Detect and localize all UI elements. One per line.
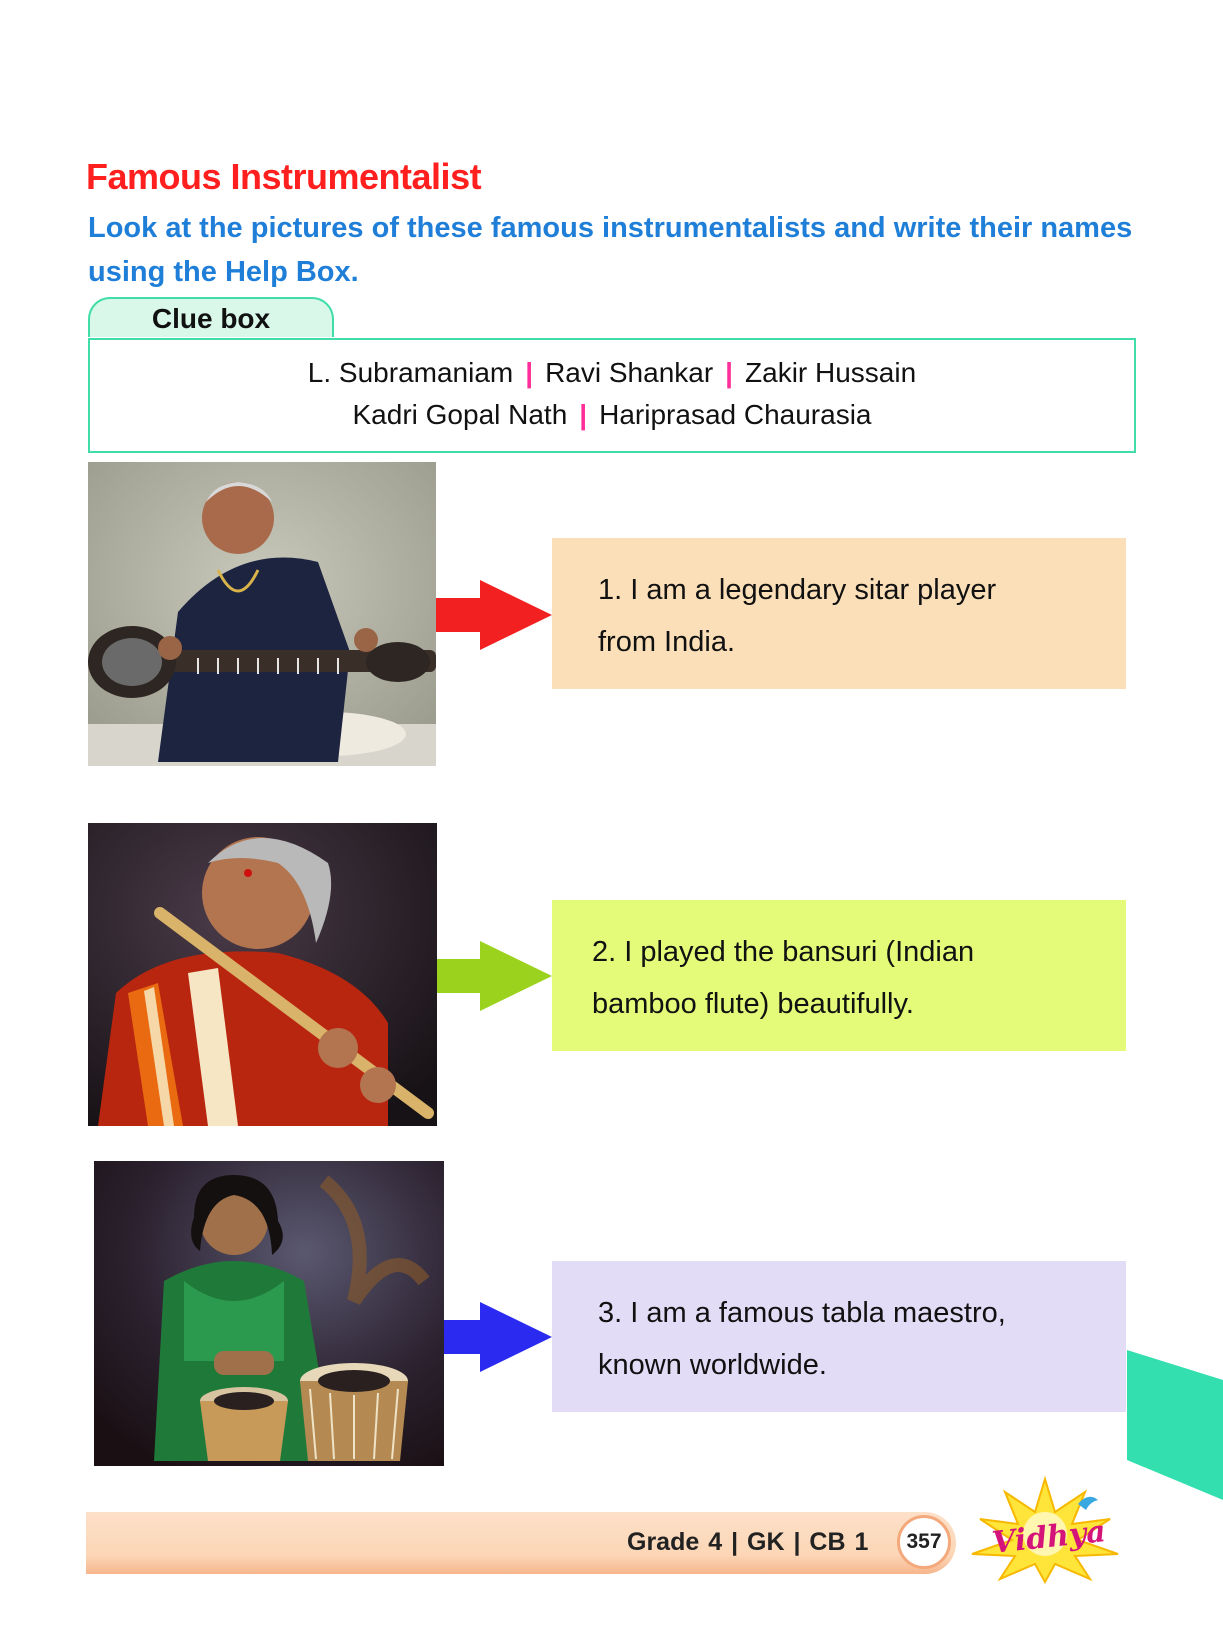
clue-card-2 bbox=[552, 900, 1126, 1051]
clue-name: Hariprasad Chaurasia bbox=[599, 399, 872, 430]
clue-card-line: 1. I am a legendary sitar player bbox=[598, 574, 997, 606]
sitar-player-photo bbox=[88, 462, 436, 766]
arrow-1 bbox=[436, 580, 552, 650]
clue-separator: | bbox=[579, 399, 588, 430]
side-page-tab bbox=[1127, 1350, 1223, 1500]
clue-card-line: 3. I am a famous tabla maestro, bbox=[598, 1297, 1006, 1329]
clue-name: Zakir Hussain bbox=[745, 357, 917, 388]
flute-player-photo bbox=[88, 823, 437, 1126]
footer-subject: GK bbox=[747, 1528, 785, 1556]
clue-box bbox=[88, 338, 1136, 453]
logo-text: Vidhya bbox=[990, 1514, 1108, 1561]
clue-box-label: Clue box bbox=[88, 297, 334, 337]
tabla-player-photo bbox=[94, 1161, 444, 1466]
clue-name: Kadri Gopal Nath bbox=[352, 399, 568, 430]
instruction-text: Look at the pictures of these famous instrumentalists and write their names using the Help Box. bbox=[88, 212, 1133, 288]
page-number: 357 bbox=[897, 1515, 951, 1569]
clue-card-line: from India. bbox=[598, 626, 735, 658]
clue-separator: | bbox=[525, 357, 534, 388]
clue-card-1 bbox=[552, 538, 1126, 689]
arrow-2 bbox=[437, 941, 552, 1011]
footer-course-label bbox=[627, 1522, 868, 1562]
footer-separator: | bbox=[793, 1528, 801, 1556]
footer-separator: | bbox=[731, 1528, 739, 1556]
clue-name: Ravi Shankar bbox=[545, 357, 714, 388]
clue-name: L. Subramaniam bbox=[307, 357, 514, 388]
clue-card-line: 2. I played the bansuri (Indian bbox=[592, 936, 975, 968]
clue-card-3 bbox=[552, 1261, 1126, 1412]
clue-line-2 bbox=[90, 394, 1134, 436]
page-title: Famous Instrumentalist bbox=[86, 156, 482, 197]
clue-card-line: bamboo flute) beautifully. bbox=[592, 988, 914, 1020]
clue-separator: | bbox=[725, 357, 734, 388]
clue-line-1 bbox=[90, 352, 1134, 394]
clue-card-line: known worldwide. bbox=[598, 1349, 827, 1381]
arrow-3 bbox=[444, 1302, 552, 1372]
footer-grade: Grade 4 bbox=[627, 1528, 723, 1556]
footer-book: CB 1 bbox=[809, 1528, 869, 1556]
